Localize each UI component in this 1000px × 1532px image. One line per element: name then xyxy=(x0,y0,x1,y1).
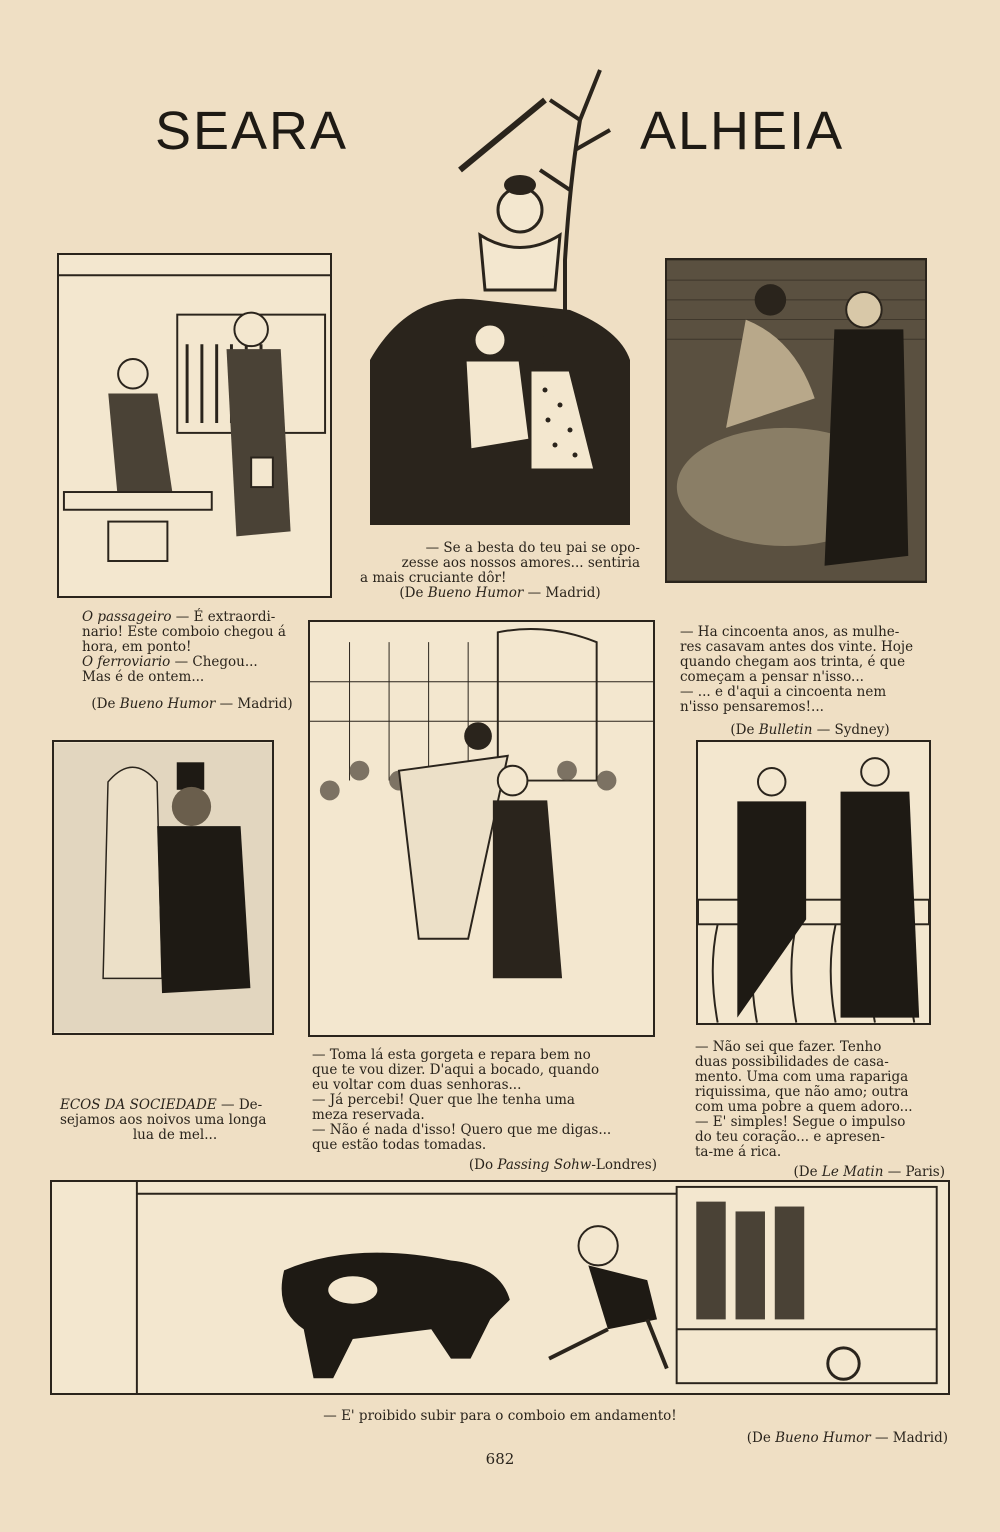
two-men-caption-line: duas possibilidades de casa- xyxy=(695,1054,889,1070)
wedding-caption-line: lua de mel... xyxy=(132,1127,218,1143)
wedding-caption-line: sejamos aos noivos uma longa xyxy=(60,1112,267,1128)
couple-caption-line: — Se a besta do teu pai se opo- xyxy=(425,540,640,556)
couple-caption-line: zesse aos nossos amores... sentiria xyxy=(401,555,640,571)
train-station-caption: O passageiro — É extraordi- nario! Este comboio chegou á hora, em ponto! O ferroviario — Chegou... Mas é de ontem... (De Bueno Humor — Madrid) xyxy=(82,610,302,712)
cartoon-couple-illustration xyxy=(370,60,630,525)
train-station-drawing xyxy=(59,255,330,596)
page-number: 682 xyxy=(485,1450,515,1468)
bull-train-drawing xyxy=(52,1182,948,1393)
restaurant-drawing xyxy=(310,622,653,1035)
restaurant-caption-line: — Já percebi! Quer que lhe tenha uma xyxy=(312,1092,575,1108)
sofa-caption-line: — ... e d'aqui a cincoenta nem xyxy=(680,684,887,700)
wedding-caption: ECOS DA SOCIEDADE — De- sejamos aos noivos uma longa lua de mel... xyxy=(60,1098,290,1143)
couple-sofa-drawing xyxy=(667,260,925,581)
sofa-caption-line: — Ha cincoenta anos, as mulhe- xyxy=(680,624,900,640)
couple-drawing xyxy=(370,60,630,525)
cartoon-restaurant-panel xyxy=(308,620,655,1037)
restaurant-caption-line: meza reservada. xyxy=(312,1107,425,1123)
society-column-title: ECOS DA SOCIEDADE xyxy=(60,1097,217,1113)
two-men-caption-line: ta-me á rica. xyxy=(695,1144,782,1160)
restaurant-caption xyxy=(312,1048,657,1173)
sofa-caption xyxy=(680,625,940,738)
train-caption-line: Mas é de ontem... xyxy=(82,669,205,685)
bull-train-caption: — E' proibido subir para o comboio em andamento! xyxy=(323,1408,677,1424)
bull-train-source: (De Bueno Humor — Madrid) xyxy=(746,1430,948,1446)
two-men-caption xyxy=(695,1040,945,1180)
two-men-caption-line: mento. Uma com uma rapariga xyxy=(695,1069,909,1085)
headline-left-word: SEARA xyxy=(155,101,349,161)
two-men-caption-line: com uma pobre a quem adoro... xyxy=(695,1099,913,1115)
cartoon-wedding-panel xyxy=(52,740,274,1035)
cartoon-train-station-panel xyxy=(57,253,332,598)
speaker-railway-worker: O ferroviario xyxy=(82,654,171,670)
cartoon-two-men-panel xyxy=(696,740,931,1025)
headline-right-word: ALHEIA xyxy=(640,101,845,161)
train-caption-line: hora, em ponto! xyxy=(82,639,192,655)
restaurant-caption-line: eu voltar com duas senhoras... xyxy=(312,1077,522,1093)
sofa-caption-source: (De Bulletin — Sydney) xyxy=(730,722,890,738)
restaurant-caption-line: — Toma lá esta gorgeta e repara bem no xyxy=(312,1047,591,1063)
restaurant-caption-line: — Não é nada d'isso! Quero que me digas... xyxy=(312,1122,612,1138)
wedding-drawing xyxy=(54,742,272,1033)
cartoon-couple-sofa-panel xyxy=(665,258,927,583)
cartoon-bull-train-strip xyxy=(50,1180,950,1395)
sofa-caption-line: n'isso pensaremos!... xyxy=(680,699,824,715)
train-caption-line: nario! Este comboio chegou á xyxy=(82,624,286,640)
two-men-drawing xyxy=(698,742,929,1023)
two-men-caption-line: riquissima, que não amo; outra xyxy=(695,1084,909,1100)
sofa-caption-line: res casavam antes dos vinte. Hoje xyxy=(680,639,914,655)
sofa-caption-line: começam a pensar n'isso... xyxy=(680,669,864,685)
two-men-caption-source: (De Le Matin — Paris) xyxy=(793,1164,945,1180)
couple-caption-source: (De Bueno Humor — Madrid) xyxy=(399,585,601,601)
two-men-caption-line: do teu coração... e apresen- xyxy=(695,1129,885,1145)
restaurant-caption-line: que estão todas tomadas. xyxy=(312,1137,487,1153)
two-men-caption-line: — E' simples! Segue o impulso xyxy=(695,1114,906,1130)
two-men-caption-line: — Não sei que fazer. Tenho xyxy=(695,1039,882,1055)
speaker-passenger: O passageiro xyxy=(82,609,172,625)
restaurant-caption-source: (Do Passing Sohw-Londres) xyxy=(468,1157,657,1173)
restaurant-caption-line: que te vou dizer. D'aqui a bocado, quando xyxy=(312,1062,600,1078)
sofa-caption-line: quando chegam aos trinta, é que xyxy=(680,654,906,670)
train-caption-source: (De Bueno Humor — Madrid) xyxy=(91,696,293,712)
couple-caption-line: a mais cruciante dôr! xyxy=(360,570,507,586)
couple-caption xyxy=(360,541,640,601)
